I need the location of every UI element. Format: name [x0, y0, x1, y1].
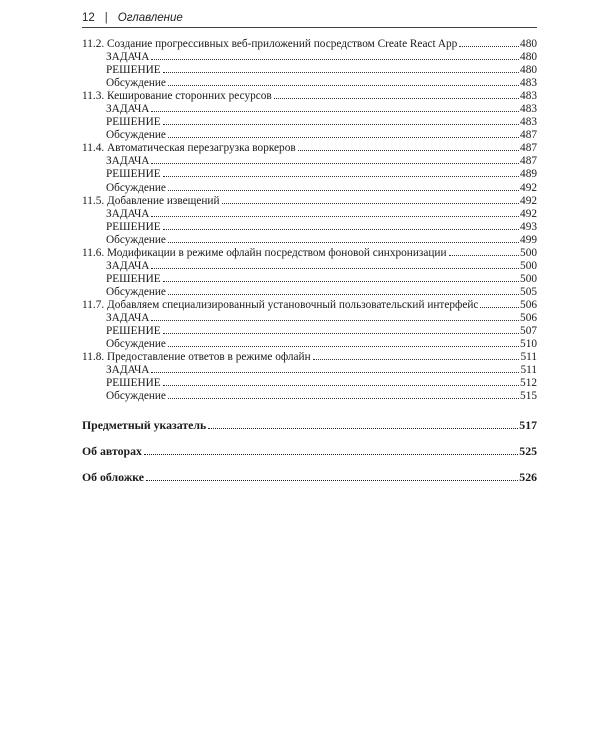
toc-entry-label: ЗАДАЧА	[106, 103, 150, 116]
toc-entry-page: 515	[520, 390, 537, 403]
toc-entry-page: 510	[520, 338, 537, 351]
toc-subentry[interactable]	[82, 325, 537, 338]
toc-entry-page: 500	[520, 272, 537, 285]
toc-section-entry[interactable]	[82, 247, 537, 260]
toc-entry-page: 483	[520, 116, 537, 129]
leader-dots	[151, 216, 519, 217]
toc-entry-page: 480	[520, 51, 537, 64]
toc-entry-page: 500	[520, 259, 537, 272]
toc-subentry[interactable]	[82, 129, 537, 142]
toc-entry-label: РЕШЕНИЕ	[106, 220, 161, 233]
toc-entry-page: 506	[520, 298, 537, 311]
toc-entry-page: 499	[520, 233, 537, 246]
toc-subentry[interactable]	[82, 286, 537, 299]
leader-dots	[163, 385, 519, 386]
toc-section-entry[interactable]	[82, 299, 537, 312]
toc-entry-label: ЗАДАЧА	[106, 259, 150, 272]
toc-entry-page: 487	[520, 142, 537, 155]
toc-subentry[interactable]	[82, 221, 537, 234]
toc-major-page: 526	[519, 470, 537, 484]
leader-dots	[298, 150, 519, 151]
toc-entry-page: 511	[520, 351, 537, 364]
toc-subentry[interactable]	[82, 182, 537, 195]
leader-dots	[163, 281, 519, 282]
leader-dots	[208, 428, 518, 429]
leader-dots	[151, 111, 519, 112]
toc-major-label: Предметный указатель	[82, 418, 207, 432]
toc-entry-page: 489	[520, 168, 537, 181]
leader-dots	[146, 480, 518, 481]
toc-entry-page: 511	[520, 364, 537, 377]
leader-dots	[168, 346, 519, 347]
toc-entry-page: 492	[520, 181, 537, 194]
toc-entry-label: 11.6. Модификации в режиме офлайн посредством фоновой синхронизации	[82, 246, 447, 259]
leader-dots	[168, 398, 519, 399]
toc-entry-page: 512	[520, 377, 537, 390]
toc-section-entry[interactable]	[82, 195, 537, 208]
toc-entry-page: 483	[520, 77, 537, 90]
toc-section-entry[interactable]	[82, 90, 537, 103]
leader-dots	[449, 255, 520, 256]
toc-major-entry-index[interactable]	[82, 418, 537, 432]
toc-major-page: 517	[519, 418, 537, 432]
leader-dots	[168, 242, 519, 243]
toc-entry-label: 11.3. Кеширование сторонних ресурсов	[82, 90, 272, 103]
leader-dots	[144, 454, 518, 455]
toc-entry-label: 11.7. Добавляем специализированный установочный пользовательский интерфейс	[82, 298, 479, 311]
toc-major-entry-authors[interactable]	[82, 444, 537, 458]
toc-entry-label: Обсуждение	[106, 390, 166, 403]
toc-entry-page: 500	[520, 246, 537, 259]
toc-entry-label: РЕШЕНИЕ	[106, 64, 161, 77]
toc-entry-label: ЗАДАЧА	[106, 155, 150, 168]
leader-dots	[151, 268, 519, 269]
toc-major-label: Об авторах	[82, 444, 142, 458]
leader-dots	[274, 98, 519, 99]
toc-entry-page: 483	[520, 90, 537, 103]
page-number: 12	[82, 12, 95, 24]
leader-dots	[168, 137, 519, 138]
toc-entry-label: ЗАДАЧА	[106, 364, 150, 377]
toc-entry-label: Обсуждение	[106, 77, 166, 90]
toc-subentry[interactable]	[82, 312, 537, 325]
header-separator: |	[104, 12, 108, 24]
leader-dots	[163, 229, 519, 230]
toc-entry-label: РЕШЕНИЕ	[106, 168, 161, 181]
leader-dots	[163, 333, 519, 334]
leader-dots	[168, 85, 519, 86]
toc-entry-page: 492	[520, 194, 537, 207]
leader-dots	[163, 72, 519, 73]
toc-major-page: 525	[519, 444, 537, 458]
toc-subentry[interactable]	[82, 64, 537, 77]
leader-dots	[459, 46, 519, 47]
toc-entry-label: 11.4. Автоматическая перезагрузка воркеров	[82, 142, 296, 155]
toc-entry-page: 487	[520, 155, 537, 168]
toc-entry-label: РЕШЕНИЕ	[106, 325, 161, 338]
toc-major-label: Об обложке	[82, 470, 145, 484]
toc-major-entry-cover[interactable]	[82, 470, 537, 484]
toc-entry-page: 487	[520, 129, 537, 142]
toc-entry-label: Обсуждение	[106, 233, 166, 246]
toc-section-entry[interactable]	[82, 142, 537, 155]
toc-subentry[interactable]	[82, 338, 537, 351]
leader-dots	[168, 190, 519, 191]
leader-dots	[168, 294, 519, 295]
toc-entry-page: 480	[520, 38, 537, 50]
toc-entry-page: 506	[520, 311, 537, 324]
running-title: Оглавление	[117, 12, 183, 24]
toc-subentry[interactable]	[82, 377, 537, 390]
toc-subentry[interactable]	[82, 208, 537, 221]
toc-entry-page: 493	[520, 220, 537, 233]
toc-entry-label: ЗАДАЧА	[106, 207, 150, 220]
toc-subentry[interactable]	[82, 51, 537, 64]
toc-entry-label: РЕШЕНИЕ	[106, 116, 161, 129]
toc-subentry[interactable]	[82, 390, 537, 403]
toc-entry-label: 11.2. Создание прогрессивных веб-приложений посредством Create React App	[82, 38, 458, 50]
leader-dots	[313, 359, 520, 360]
toc-entry-label: Обсуждение	[106, 285, 166, 298]
toc-subentry[interactable]	[82, 168, 537, 181]
toc-entry-page: 492	[520, 207, 537, 220]
toc-subentry[interactable]	[82, 155, 537, 168]
toc-entry-label: РЕШЕНИЕ	[106, 377, 161, 390]
toc-entry-page: 507	[520, 325, 537, 338]
toc-subentry[interactable]	[82, 103, 537, 116]
toc-entry-page: 505	[520, 285, 537, 298]
toc-entry-label: Обсуждение	[106, 338, 166, 351]
toc-subentry[interactable]	[82, 260, 537, 273]
toc-entry-label: ЗАДАЧА	[106, 311, 150, 324]
toc-entry-label: 11.5. Добавление извещений	[82, 194, 220, 207]
toc-entry-label: Обсуждение	[106, 129, 166, 142]
toc-subentry[interactable]	[82, 77, 537, 90]
leader-dots	[151, 320, 519, 321]
toc-section-entry[interactable]	[82, 38, 537, 51]
toc-entry-page: 480	[520, 64, 537, 77]
toc-section-entry[interactable]	[82, 351, 537, 364]
table-of-contents	[82, 38, 537, 403]
toc-entry-label: ЗАДАЧА	[106, 51, 150, 64]
leader-dots	[480, 307, 519, 308]
leader-dots	[151, 372, 519, 373]
toc-entry-label: РЕШЕНИЕ	[106, 272, 161, 285]
leader-dots	[163, 176, 519, 177]
leader-dots	[151, 163, 519, 164]
leader-dots	[151, 59, 519, 60]
leader-dots	[163, 124, 519, 125]
leader-dots	[222, 203, 520, 204]
toc-subentry[interactable]	[82, 273, 537, 286]
toc-subentry[interactable]	[82, 364, 537, 377]
page-header	[82, 9, 537, 28]
toc-entry-label: 11.8. Предоставление ответов в режиме офлайн	[82, 351, 311, 364]
toc-subentry[interactable]	[82, 116, 537, 129]
toc-entry-page: 483	[520, 103, 537, 116]
toc-subentry[interactable]	[82, 234, 537, 247]
toc-entry-label: Обсуждение	[106, 181, 166, 194]
